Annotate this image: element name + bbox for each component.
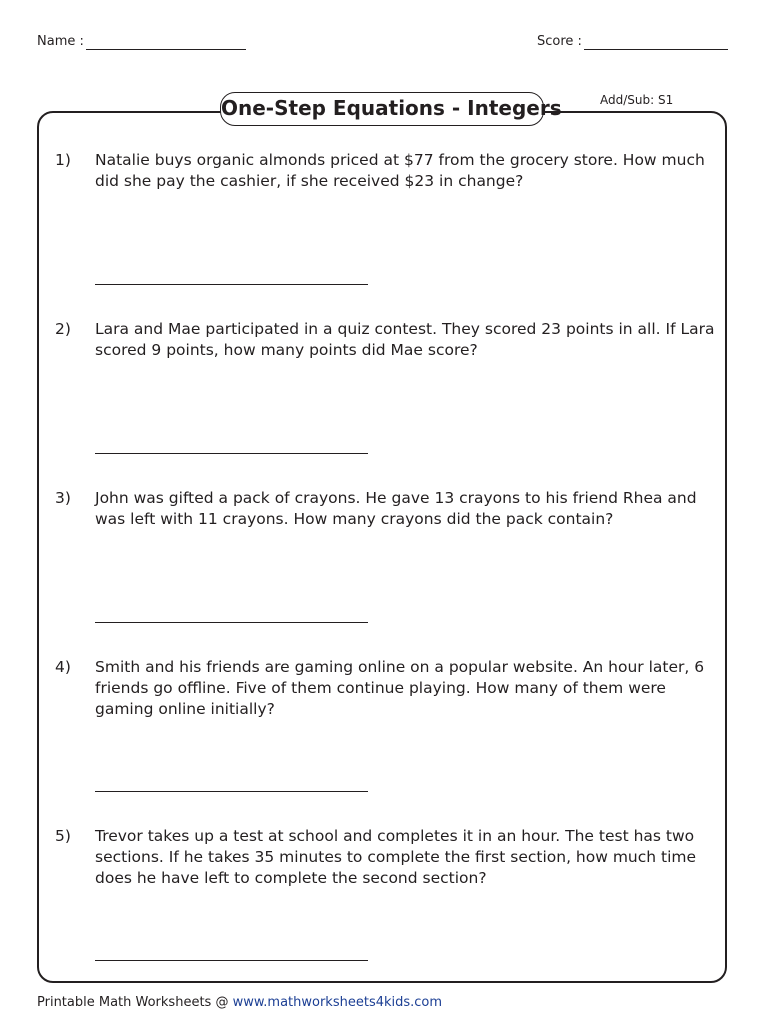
question-text: Natalie buys organic almonds priced at $77 from the grocery store. How much did she pay the cashier, if she received $23 in change? bbox=[95, 151, 705, 190]
answer-line[interactable] bbox=[95, 453, 368, 454]
footer-prefix: Printable Math Worksheets @ bbox=[37, 995, 233, 1010]
question-number: 2) bbox=[55, 320, 71, 338]
answer-line[interactable] bbox=[95, 284, 368, 285]
answer-line[interactable] bbox=[95, 622, 368, 623]
question-number: 1) bbox=[55, 151, 71, 169]
answer-line[interactable] bbox=[95, 960, 368, 961]
question-text: John was gifted a pack of crayons. He gave 13 crayons to his friend Rhea and was left with 11 crayons. How many crayons did the pack contain? bbox=[95, 489, 697, 528]
name-field-line[interactable] bbox=[86, 49, 246, 50]
footer-website-link[interactable]: www.mathworksheets4kids.com bbox=[232, 995, 443, 1010]
answer-line[interactable] bbox=[95, 791, 368, 792]
question-number: 4) bbox=[55, 658, 71, 676]
score-field-line[interactable] bbox=[584, 49, 728, 50]
name-label: Name : bbox=[37, 34, 84, 49]
question-text: Smith and his friends are gaming online on a popular website. An hour later, 6 friends go offline. Five of them continue playing. How many of them were gaming online initially? bbox=[95, 658, 705, 718]
question-number: 5) bbox=[55, 827, 71, 845]
worksheet-code: Add/Sub: S1 bbox=[600, 93, 674, 107]
question-text: Lara and Mae participated in a quiz contest. They scored 23 points in all. If Lara scored 9 points, how many points did Mae score? bbox=[95, 320, 715, 359]
worksheet-title: One-Step Equations - Integers bbox=[220, 92, 544, 126]
question-text: Trevor takes up a test at school and completes it in an hour. The test has two sections. If he takes 35 minutes to complete the first section, how much time does he have left to complete the second section? bbox=[95, 827, 697, 887]
question-number: 3) bbox=[55, 489, 71, 507]
score-label: Score : bbox=[537, 34, 582, 49]
footer bbox=[37, 994, 442, 1012]
